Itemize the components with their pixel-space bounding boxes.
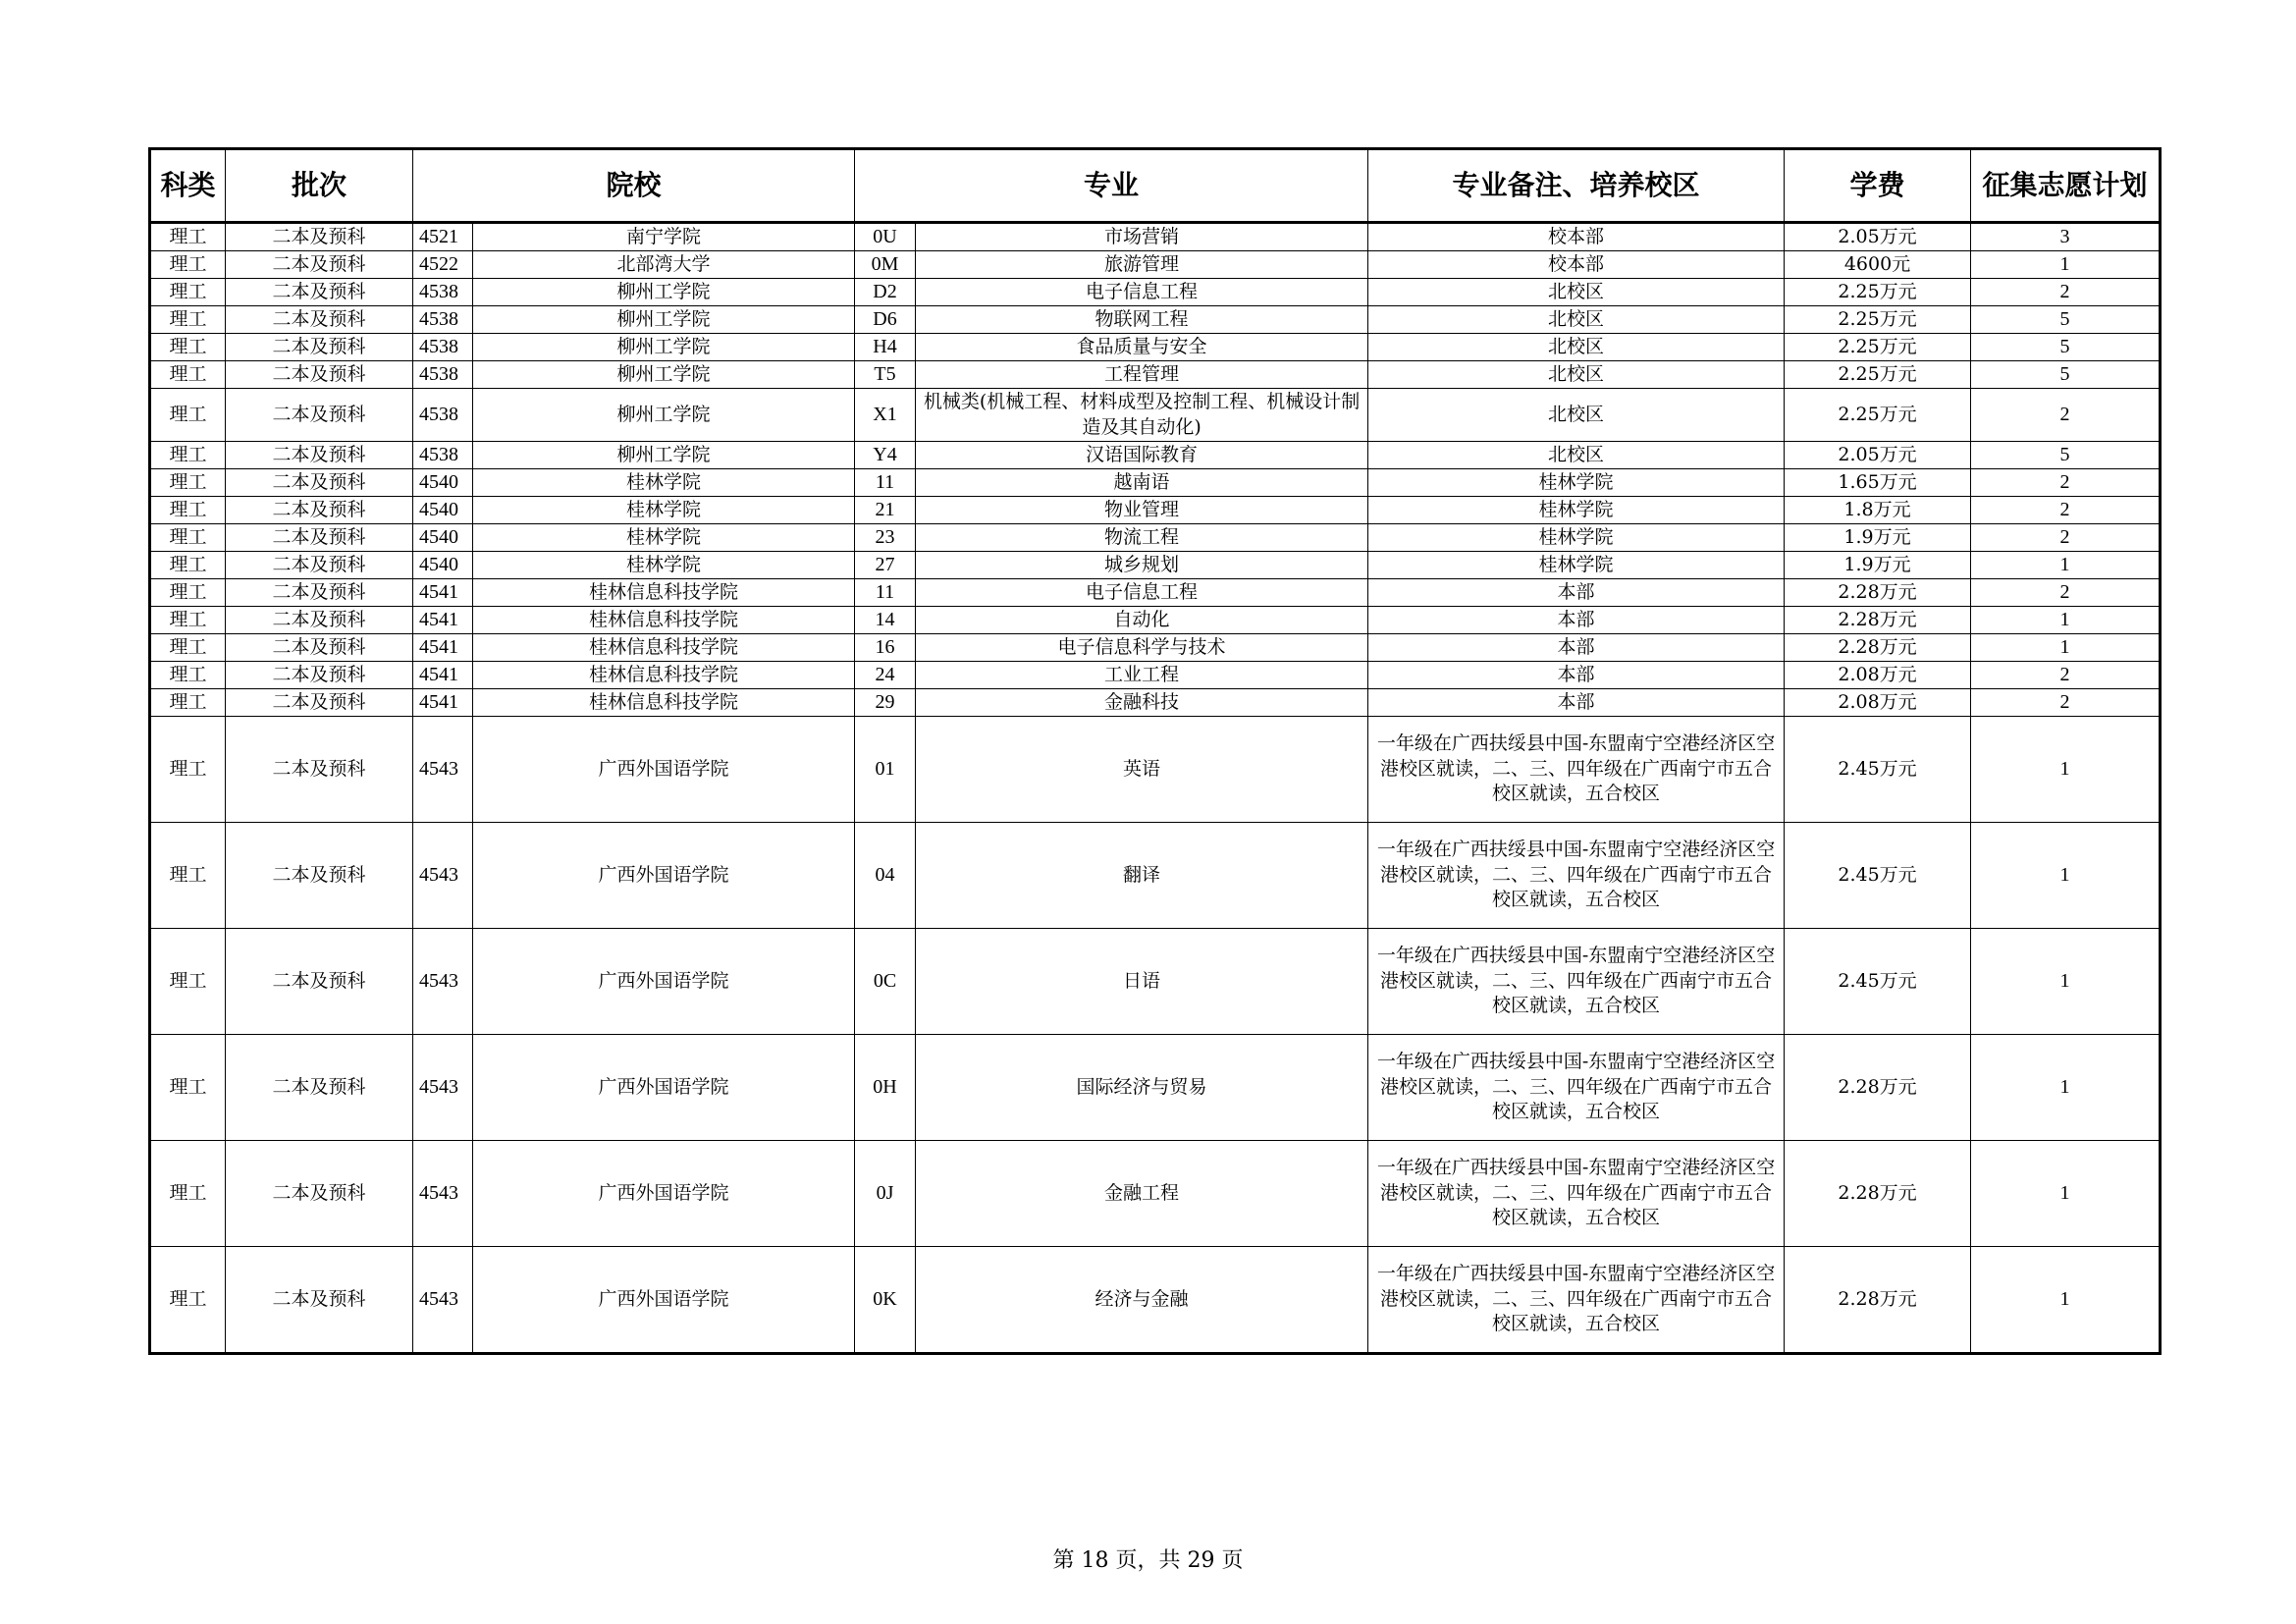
cell-major: 电子信息工程 bbox=[916, 579, 1368, 607]
cell-major-code: X1 bbox=[855, 389, 916, 442]
header-school: 院校 bbox=[413, 149, 855, 223]
cell-school: 广西外国语学院 bbox=[473, 1141, 855, 1247]
cell-fee: 2.45万元 bbox=[1785, 717, 1971, 823]
cell-plan: 1 bbox=[1971, 607, 2161, 634]
cell-major: 电子信息科学与技术 bbox=[916, 634, 1368, 662]
cell-major-code: 01 bbox=[855, 717, 916, 823]
cell-major: 金融科技 bbox=[916, 689, 1368, 717]
cell-category: 理工 bbox=[150, 223, 226, 251]
cell-school: 柳州工学院 bbox=[473, 442, 855, 469]
table-row bbox=[150, 442, 2161, 469]
table-body bbox=[150, 223, 2161, 1354]
cell-fee: 2.08万元 bbox=[1785, 662, 1971, 689]
cell-category: 理工 bbox=[150, 823, 226, 929]
cell-batch: 二本及预科 bbox=[226, 1247, 413, 1354]
table-row bbox=[150, 1035, 2161, 1141]
cell-school-code: 4540 bbox=[413, 552, 473, 579]
cell-category: 理工 bbox=[150, 1035, 226, 1141]
cell-note: 一年级在广西扶绥县中国-东盟南宁空港经济区空港校区就读，二、三、四年级在广西南宁市五合校区就读，五合校区 bbox=[1368, 929, 1785, 1035]
cell-major-code: 21 bbox=[855, 497, 916, 524]
cell-note: 本部 bbox=[1368, 579, 1785, 607]
table-row bbox=[150, 1247, 2161, 1354]
cell-category: 理工 bbox=[150, 306, 226, 334]
cell-batch: 二本及预科 bbox=[226, 442, 413, 469]
cell-school: 广西外国语学院 bbox=[473, 717, 855, 823]
cell-school-code: 4541 bbox=[413, 634, 473, 662]
cell-major: 物联网工程 bbox=[916, 306, 1368, 334]
cell-fee: 2.25万元 bbox=[1785, 389, 1971, 442]
cell-school-code: 4538 bbox=[413, 306, 473, 334]
cell-major: 翻译 bbox=[916, 823, 1368, 929]
table-row bbox=[150, 634, 2161, 662]
cell-school: 广西外国语学院 bbox=[473, 1035, 855, 1141]
header-note: 专业备注、培养校区 bbox=[1368, 149, 1785, 223]
cell-major: 经济与金融 bbox=[916, 1247, 1368, 1354]
cell-school: 柳州工学院 bbox=[473, 389, 855, 442]
table-row bbox=[150, 361, 2161, 389]
cell-fee: 2.05万元 bbox=[1785, 442, 1971, 469]
cell-batch: 二本及预科 bbox=[226, 1035, 413, 1141]
cell-note: 北校区 bbox=[1368, 306, 1785, 334]
cell-school-code: 4540 bbox=[413, 524, 473, 552]
cell-batch: 二本及预科 bbox=[226, 579, 413, 607]
cell-fee: 2.28万元 bbox=[1785, 1141, 1971, 1247]
cell-school-code: 4543 bbox=[413, 929, 473, 1035]
cell-note: 一年级在广西扶绥县中国-东盟南宁空港经济区空港校区就读，二、三、四年级在广西南宁市五合校区就读，五合校区 bbox=[1368, 1141, 1785, 1247]
cell-note: 本部 bbox=[1368, 689, 1785, 717]
cell-plan: 1 bbox=[1971, 1141, 2161, 1247]
cell-school: 桂林信息科技学院 bbox=[473, 579, 855, 607]
cell-school: 广西外国语学院 bbox=[473, 929, 855, 1035]
cell-category: 理工 bbox=[150, 251, 226, 279]
cell-fee: 1.8万元 bbox=[1785, 497, 1971, 524]
cell-category: 理工 bbox=[150, 334, 226, 361]
table-row bbox=[150, 223, 2161, 251]
cell-plan: 2 bbox=[1971, 524, 2161, 552]
cell-note: 北校区 bbox=[1368, 334, 1785, 361]
cell-school: 桂林信息科技学院 bbox=[473, 689, 855, 717]
page-footer: 第 18 页，共 29 页 bbox=[1052, 1548, 1244, 1573]
cell-category: 理工 bbox=[150, 279, 226, 306]
cell-fee: 2.45万元 bbox=[1785, 823, 1971, 929]
cell-major-code: H4 bbox=[855, 334, 916, 361]
cell-school-code: 4543 bbox=[413, 1141, 473, 1247]
cell-school-code: 4543 bbox=[413, 1247, 473, 1354]
cell-school-code: 4522 bbox=[413, 251, 473, 279]
cell-major-code: 27 bbox=[855, 552, 916, 579]
cell-major-code: 0M bbox=[855, 251, 916, 279]
cell-note: 桂林学院 bbox=[1368, 552, 1785, 579]
cell-major: 机械类(机械工程、材料成型及控制工程、机械设计制造及其自动化) bbox=[916, 389, 1368, 442]
cell-major: 电子信息工程 bbox=[916, 279, 1368, 306]
cell-major: 日语 bbox=[916, 929, 1368, 1035]
cell-major-code: 29 bbox=[855, 689, 916, 717]
cell-plan: 5 bbox=[1971, 442, 2161, 469]
cell-fee: 1.65万元 bbox=[1785, 469, 1971, 497]
cell-category: 理工 bbox=[150, 442, 226, 469]
cell-school: 广西外国语学院 bbox=[473, 1247, 855, 1354]
cell-note: 北校区 bbox=[1368, 361, 1785, 389]
cell-batch: 二本及预科 bbox=[226, 1141, 413, 1247]
cell-plan: 2 bbox=[1971, 389, 2161, 442]
cell-batch: 二本及预科 bbox=[226, 634, 413, 662]
cell-batch: 二本及预科 bbox=[226, 469, 413, 497]
table-row bbox=[150, 524, 2161, 552]
cell-major-code: 0J bbox=[855, 1141, 916, 1247]
cell-category: 理工 bbox=[150, 929, 226, 1035]
cell-school-code: 4541 bbox=[413, 579, 473, 607]
table-row bbox=[150, 334, 2161, 361]
cell-school-code: 4538 bbox=[413, 442, 473, 469]
cell-major: 市场营销 bbox=[916, 223, 1368, 251]
cell-note: 桂林学院 bbox=[1368, 524, 1785, 552]
cell-plan: 1 bbox=[1971, 1247, 2161, 1354]
cell-plan: 5 bbox=[1971, 334, 2161, 361]
cell-major-code: 11 bbox=[855, 469, 916, 497]
cell-plan: 2 bbox=[1971, 497, 2161, 524]
cell-fee: 2.28万元 bbox=[1785, 1035, 1971, 1141]
cell-school: 柳州工学院 bbox=[473, 334, 855, 361]
table-row bbox=[150, 497, 2161, 524]
cell-fee: 2.28万元 bbox=[1785, 607, 1971, 634]
cell-school-code: 4538 bbox=[413, 279, 473, 306]
cell-batch: 二本及预科 bbox=[226, 389, 413, 442]
cell-school: 桂林信息科技学院 bbox=[473, 662, 855, 689]
cell-major-code: 0U bbox=[855, 223, 916, 251]
table-row bbox=[150, 662, 2161, 689]
cell-fee: 1.9万元 bbox=[1785, 552, 1971, 579]
cell-fee: 1.9万元 bbox=[1785, 524, 1971, 552]
cell-major: 食品质量与安全 bbox=[916, 334, 1368, 361]
cell-major-code: Y4 bbox=[855, 442, 916, 469]
cell-category: 理工 bbox=[150, 607, 226, 634]
cell-school-code: 4540 bbox=[413, 469, 473, 497]
cell-school-code: 4543 bbox=[413, 717, 473, 823]
cell-batch: 二本及预科 bbox=[226, 251, 413, 279]
cell-note: 一年级在广西扶绥县中国-东盟南宁空港经济区空港校区就读，二、三、四年级在广西南宁市五合校区就读，五合校区 bbox=[1368, 717, 1785, 823]
cell-school-code: 4543 bbox=[413, 1035, 473, 1141]
cell-plan: 1 bbox=[1971, 717, 2161, 823]
cell-school: 柳州工学院 bbox=[473, 279, 855, 306]
cell-batch: 二本及预科 bbox=[226, 662, 413, 689]
cell-batch: 二本及预科 bbox=[226, 552, 413, 579]
cell-note: 校本部 bbox=[1368, 251, 1785, 279]
cell-major-code: 14 bbox=[855, 607, 916, 634]
cell-category: 理工 bbox=[150, 497, 226, 524]
cell-category: 理工 bbox=[150, 469, 226, 497]
cell-fee: 2.05万元 bbox=[1785, 223, 1971, 251]
cell-school-code: 4541 bbox=[413, 607, 473, 634]
cell-batch: 二本及预科 bbox=[226, 524, 413, 552]
cell-school: 柳州工学院 bbox=[473, 306, 855, 334]
cell-category: 理工 bbox=[150, 634, 226, 662]
cell-note: 本部 bbox=[1368, 607, 1785, 634]
cell-note: 本部 bbox=[1368, 634, 1785, 662]
header-major: 专业 bbox=[855, 149, 1368, 223]
cell-major: 物流工程 bbox=[916, 524, 1368, 552]
cell-major-code: 24 bbox=[855, 662, 916, 689]
cell-plan: 2 bbox=[1971, 662, 2161, 689]
cell-major: 物业管理 bbox=[916, 497, 1368, 524]
cell-plan: 2 bbox=[1971, 689, 2161, 717]
cell-school-code: 4538 bbox=[413, 389, 473, 442]
header-plan: 征集志愿计划 bbox=[1971, 149, 2161, 223]
table-row bbox=[150, 823, 2161, 929]
cell-plan: 1 bbox=[1971, 552, 2161, 579]
cell-fee: 2.45万元 bbox=[1785, 929, 1971, 1035]
cell-school: 桂林学院 bbox=[473, 497, 855, 524]
cell-category: 理工 bbox=[150, 1141, 226, 1247]
cell-batch: 二本及预科 bbox=[226, 497, 413, 524]
table-row bbox=[150, 929, 2161, 1035]
cell-major: 汉语国际教育 bbox=[916, 442, 1368, 469]
cell-major-code: 0K bbox=[855, 1247, 916, 1354]
cell-note: 桂林学院 bbox=[1368, 497, 1785, 524]
cell-major: 城乡规划 bbox=[916, 552, 1368, 579]
cell-batch: 二本及预科 bbox=[226, 279, 413, 306]
cell-category: 理工 bbox=[150, 524, 226, 552]
cell-major: 英语 bbox=[916, 717, 1368, 823]
header-row bbox=[150, 149, 2161, 223]
table-row bbox=[150, 607, 2161, 634]
cell-major: 自动化 bbox=[916, 607, 1368, 634]
cell-note: 一年级在广西扶绥县中国-东盟南宁空港经济区空港校区就读，二、三、四年级在广西南宁市五合校区就读，五合校区 bbox=[1368, 823, 1785, 929]
cell-plan: 1 bbox=[1971, 823, 2161, 929]
cell-note: 北校区 bbox=[1368, 389, 1785, 442]
cell-category: 理工 bbox=[150, 389, 226, 442]
cell-major-code: D6 bbox=[855, 306, 916, 334]
cell-fee: 2.08万元 bbox=[1785, 689, 1971, 717]
cell-note: 桂林学院 bbox=[1368, 469, 1785, 497]
cell-plan: 3 bbox=[1971, 223, 2161, 251]
cell-fee: 2.28万元 bbox=[1785, 634, 1971, 662]
table-row bbox=[150, 552, 2161, 579]
cell-school: 柳州工学院 bbox=[473, 361, 855, 389]
table-row bbox=[150, 717, 2161, 823]
cell-school: 广西外国语学院 bbox=[473, 823, 855, 929]
cell-plan: 5 bbox=[1971, 361, 2161, 389]
cell-school-code: 4541 bbox=[413, 689, 473, 717]
cell-batch: 二本及预科 bbox=[226, 306, 413, 334]
cell-school-code: 4540 bbox=[413, 497, 473, 524]
table-row bbox=[150, 469, 2161, 497]
cell-plan: 1 bbox=[1971, 251, 2161, 279]
cell-major: 国际经济与贸易 bbox=[916, 1035, 1368, 1141]
cell-batch: 二本及预科 bbox=[226, 334, 413, 361]
cell-major-code: 04 bbox=[855, 823, 916, 929]
cell-batch: 二本及预科 bbox=[226, 823, 413, 929]
cell-note: 北校区 bbox=[1368, 279, 1785, 306]
cell-category: 理工 bbox=[150, 662, 226, 689]
cell-major: 旅游管理 bbox=[916, 251, 1368, 279]
admission-plan-table bbox=[148, 147, 2162, 1355]
cell-batch: 二本及预科 bbox=[226, 929, 413, 1035]
cell-major-code: D2 bbox=[855, 279, 916, 306]
cell-school: 桂林信息科技学院 bbox=[473, 607, 855, 634]
cell-category: 理工 bbox=[150, 1247, 226, 1354]
cell-school-code: 4538 bbox=[413, 334, 473, 361]
cell-school-code: 4521 bbox=[413, 223, 473, 251]
table-row bbox=[150, 689, 2161, 717]
table-row bbox=[150, 306, 2161, 334]
cell-major: 工程管理 bbox=[916, 361, 1368, 389]
table-row bbox=[150, 1141, 2161, 1247]
cell-category: 理工 bbox=[150, 361, 226, 389]
cell-batch: 二本及预科 bbox=[226, 717, 413, 823]
cell-fee: 2.25万元 bbox=[1785, 279, 1971, 306]
cell-plan: 2 bbox=[1971, 579, 2161, 607]
cell-plan: 5 bbox=[1971, 306, 2161, 334]
cell-note: 一年级在广西扶绥县中国-东盟南宁空港经济区空港校区就读，二、三、四年级在广西南宁市五合校区就读，五合校区 bbox=[1368, 1247, 1785, 1354]
cell-major-code: T5 bbox=[855, 361, 916, 389]
cell-batch: 二本及预科 bbox=[226, 689, 413, 717]
cell-school-code: 4543 bbox=[413, 823, 473, 929]
cell-plan: 2 bbox=[1971, 279, 2161, 306]
table-row bbox=[150, 579, 2161, 607]
table-row bbox=[150, 389, 2161, 442]
cell-major: 工业工程 bbox=[916, 662, 1368, 689]
cell-major-code: 0H bbox=[855, 1035, 916, 1141]
cell-major: 金融工程 bbox=[916, 1141, 1368, 1247]
cell-school: 桂林学院 bbox=[473, 524, 855, 552]
cell-major-code: 11 bbox=[855, 579, 916, 607]
cell-school-code: 4538 bbox=[413, 361, 473, 389]
cell-plan: 1 bbox=[1971, 929, 2161, 1035]
cell-batch: 二本及预科 bbox=[226, 361, 413, 389]
cell-school-code: 4541 bbox=[413, 662, 473, 689]
cell-major: 越南语 bbox=[916, 469, 1368, 497]
cell-category: 理工 bbox=[150, 689, 226, 717]
cell-note: 北校区 bbox=[1368, 442, 1785, 469]
table-row bbox=[150, 279, 2161, 306]
cell-fee: 2.28万元 bbox=[1785, 1247, 1971, 1354]
cell-school: 桂林学院 bbox=[473, 469, 855, 497]
cell-fee: 2.25万元 bbox=[1785, 334, 1971, 361]
cell-fee: 4600元 bbox=[1785, 251, 1971, 279]
header-category: 科类 bbox=[150, 149, 226, 223]
cell-note: 一年级在广西扶绥县中国-东盟南宁空港经济区空港校区就读，二、三、四年级在广西南宁市五合校区就读，五合校区 bbox=[1368, 1035, 1785, 1141]
cell-school: 桂林信息科技学院 bbox=[473, 634, 855, 662]
cell-category: 理工 bbox=[150, 552, 226, 579]
cell-plan: 1 bbox=[1971, 1035, 2161, 1141]
cell-note: 校本部 bbox=[1368, 223, 1785, 251]
cell-batch: 二本及预科 bbox=[226, 607, 413, 634]
cell-note: 本部 bbox=[1368, 662, 1785, 689]
cell-school: 南宁学院 bbox=[473, 223, 855, 251]
cell-fee: 2.25万元 bbox=[1785, 361, 1971, 389]
cell-fee: 2.25万元 bbox=[1785, 306, 1971, 334]
cell-batch: 二本及预科 bbox=[226, 223, 413, 251]
cell-major-code: 23 bbox=[855, 524, 916, 552]
cell-school: 桂林学院 bbox=[473, 552, 855, 579]
cell-category: 理工 bbox=[150, 717, 226, 823]
cell-major-code: 0C bbox=[855, 929, 916, 1035]
cell-plan: 1 bbox=[1971, 634, 2161, 662]
cell-category: 理工 bbox=[150, 579, 226, 607]
cell-fee: 2.28万元 bbox=[1785, 579, 1971, 607]
cell-major-code: 16 bbox=[855, 634, 916, 662]
header-fee: 学费 bbox=[1785, 149, 1971, 223]
cell-school: 北部湾大学 bbox=[473, 251, 855, 279]
header-batch: 批次 bbox=[226, 149, 413, 223]
cell-plan: 2 bbox=[1971, 469, 2161, 497]
table-row bbox=[150, 251, 2161, 279]
